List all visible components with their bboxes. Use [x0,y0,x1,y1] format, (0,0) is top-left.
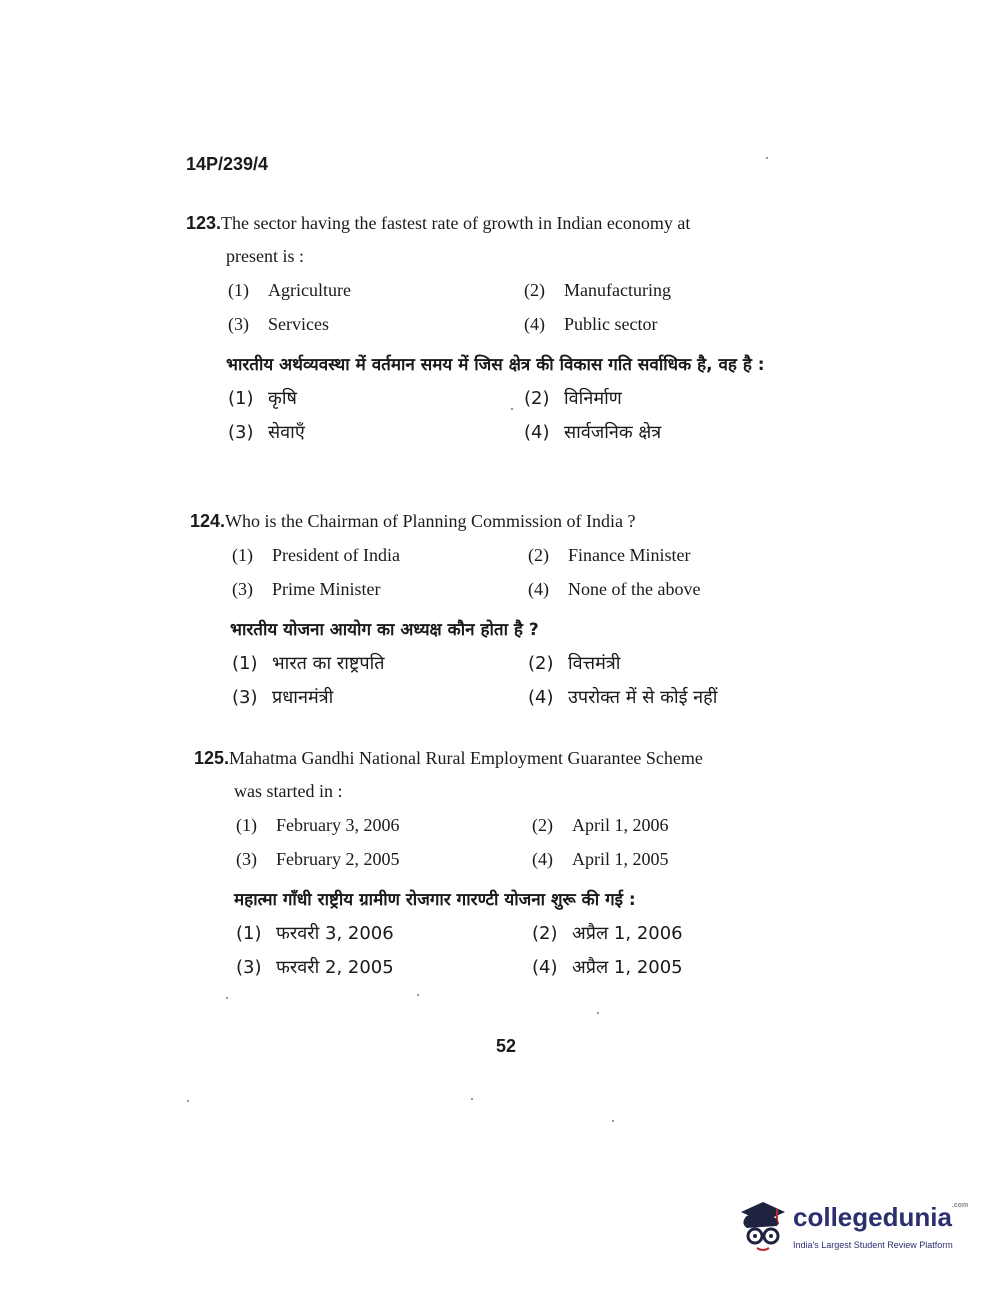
option-3: (3) Services [228,314,329,334]
option-hi-1: (1) भारत का राष्ट्रपति [232,653,385,674]
option-4: (4) None of the above [528,579,701,599]
option-1: (1) February 3, 2006 [236,815,400,835]
question-text-hi: महात्मा गाँधी राष्ट्रीय ग्रामीण रोजगार गारण्टी योजना शुरू की गई : [234,890,636,910]
scan-speck [471,1098,473,1100]
page-number: 52 [496,1036,517,1056]
option-hi-4: (4) उपरोक्त में से कोई नहीं [528,687,718,708]
option-1: (1) President of India [232,545,400,565]
option-4: (4) April 1, 2005 [532,849,669,869]
options-en [190,538,830,606]
option-hi-4: (4) अप्रैल 1, 2005 [532,957,683,978]
question-number: 124. [190,511,226,531]
scan-speck [511,408,513,410]
option-hi-2: (2) वित्तमंत्री [528,653,621,674]
logo-domain: .com [951,1202,969,1209]
options-en [186,273,826,341]
question-124 [190,505,830,715]
option-4: (4) Public sector [524,314,658,334]
option-hi-3: (3) प्रधानमंत्री [232,687,334,708]
logo-tagline: India's Largest Student Review Platform [793,1240,953,1250]
scan-speck [766,157,768,159]
logo-name: collegedunia [793,1202,952,1232]
scan-speck [612,1120,614,1122]
student-mascot-icon [733,1198,791,1254]
option-hi-1: (1) कृषि [228,388,297,409]
question-text-en: The sector having the fastest rate of growth in Indian economy at [221,213,691,233]
scan-speck [226,997,228,999]
question-text-hi: भारतीय योजना आयोग का अध्यक्ष कौन होता है ? [230,620,539,640]
option-hi-2: (2) विनिर्माण [524,388,622,409]
options-hi [186,382,826,450]
option-hi-4: (4) सार्वजनिक क्षेत्र [524,422,662,443]
question-123 [186,207,826,450]
options-hi [194,917,834,985]
options-en [194,808,834,876]
option-2: (2) Finance Minister [528,545,691,565]
question-text-en: Who is the Chairman of Planning Commission of India ? [225,511,636,531]
option-3: (3) Prime Minister [232,579,381,599]
scan-speck [417,994,419,996]
option-hi-3: (3) फरवरी 2, 2005 [236,957,394,978]
options-hi [190,647,830,715]
option-2: (2) April 1, 2006 [532,815,669,835]
scan-speck [187,1100,189,1102]
question-text-en-cont: present is : [226,246,304,266]
collegedunia-logo [733,1198,969,1258]
question-number: 123. [186,213,222,233]
option-2: (2) Manufacturing [524,280,671,300]
question-text-en-cont: was started in : [234,781,343,801]
question-number: 125. [194,748,230,768]
option-hi-1: (1) फरवरी 3, 2006 [236,923,394,944]
question-text-hi: भारतीय अर्थव्यवस्था में वर्तमान समय में जिस क्षेत्र की विकास गति सर्वाधिक है, वह है : [226,355,765,375]
option-1: (1) Agriculture [228,280,351,300]
question-125 [194,742,834,985]
paper-code: 14P/239/4 [186,154,269,174]
question-text-en: Mahatma Gandhi National Rural Employment Guarantee Scheme [229,748,703,768]
option-hi-3: (3) सेवाएँ [228,422,305,443]
option-hi-2: (2) अप्रैल 1, 2006 [532,923,683,944]
option-3: (3) February 2, 2005 [236,849,400,869]
scan-speck [597,1012,599,1014]
